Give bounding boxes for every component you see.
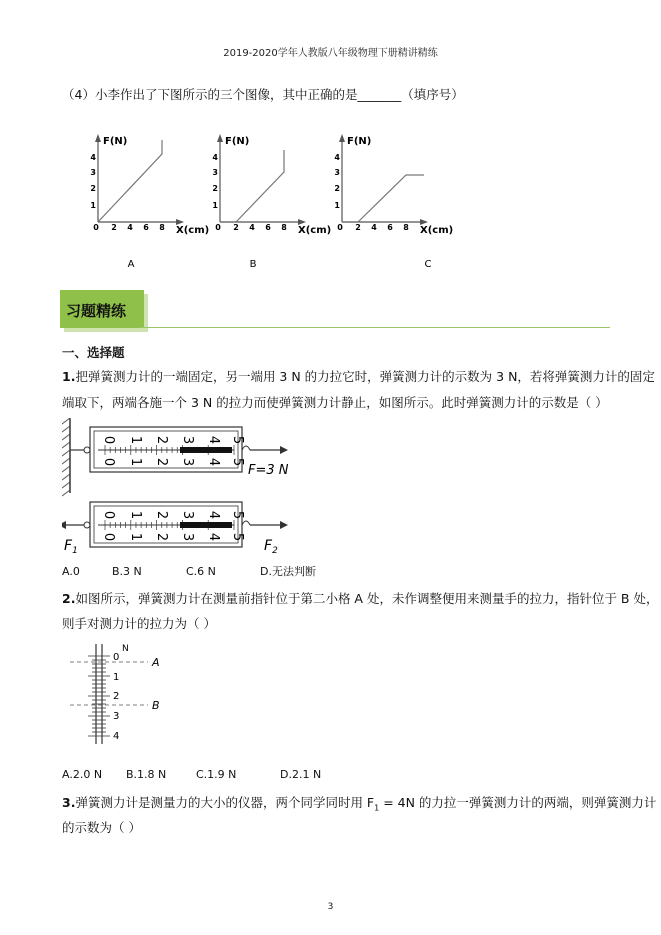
force-label: F=3 N xyxy=(248,463,289,478)
q3-number: 3. xyxy=(62,795,76,810)
graph-b-ytick: 3 xyxy=(212,168,218,177)
graph-b-line xyxy=(236,150,284,222)
graph-b-ytick: 4 xyxy=(212,153,218,162)
q2-option-a[interactable]: A.2.0 N xyxy=(62,768,103,781)
graph-b-xtick: 0 xyxy=(215,223,221,232)
graph-c-line xyxy=(358,175,424,222)
top-scale-num: 4 xyxy=(206,457,221,467)
bottom-scale-num: 0 xyxy=(101,532,116,542)
graph-a-ytick: 4 xyxy=(90,153,96,162)
part-title: 一、选择题 xyxy=(62,345,125,360)
graph-c-caption: C xyxy=(424,259,432,270)
graph-c-xtick: 0 xyxy=(337,223,343,232)
section-divider xyxy=(140,327,610,328)
q1-option-a[interactable]: A.0 xyxy=(62,565,80,578)
q1-option-c[interactable]: C.6 N xyxy=(186,565,216,578)
graph-a-line xyxy=(98,140,162,222)
graph-a-ytick: 2 xyxy=(90,184,96,193)
q3-text-pre: 弹簧测力计是测量力的大小的仪器，两个同学同时用 F xyxy=(75,795,375,810)
graph-a-xtick: 8 xyxy=(159,223,165,232)
bottom-scale-num: 4 xyxy=(206,532,221,542)
graph-c xyxy=(334,134,453,270)
graph-c-ytick: 4 xyxy=(334,153,340,162)
bottom-scale-num: 5 xyxy=(230,532,245,542)
q2-unit: N xyxy=(122,644,129,654)
q2-tick-label: 0 xyxy=(113,652,120,663)
section-badge xyxy=(60,290,144,328)
graph-c-y-label: F(N) xyxy=(347,136,372,147)
q2-tick-label: 4 xyxy=(113,731,120,742)
q1-figure xyxy=(62,418,302,558)
graph-b-y-label: F(N) xyxy=(225,136,250,147)
graph-c-ytick: 1 xyxy=(334,201,340,210)
bottom-scale-num: 5 xyxy=(230,510,245,520)
marker-a: A xyxy=(152,656,160,669)
graph-c-xtick: 6 xyxy=(387,223,393,232)
f2-label: $F_2$ xyxy=(264,538,278,556)
q3-text-post: = 4N 的力拉一弹簧测力计的两端，则弹簧测力计 xyxy=(379,795,657,810)
graph-c-x-label: X(cm) xyxy=(420,225,454,236)
graph-a-ytick: 1 xyxy=(90,201,96,210)
q4-graphs xyxy=(80,130,500,275)
graph-b-ytick: 1 xyxy=(212,201,218,210)
bottom-scale-num: 2 xyxy=(154,532,169,542)
top-scale-num: 0 xyxy=(101,435,116,445)
graph-a-x-label: X(cm) xyxy=(176,225,210,236)
q1-line1 xyxy=(62,370,655,384)
spring-scale-top xyxy=(70,427,289,478)
top-scale-num: 5 xyxy=(230,435,245,445)
graph-a xyxy=(90,134,209,270)
top-scale-num: 5 xyxy=(230,457,245,467)
graph-b-xtick: 2 xyxy=(233,223,239,232)
q1-option-d[interactable]: D.无法判断 xyxy=(260,565,316,578)
q2-scale-ticks xyxy=(88,656,110,736)
graph-c-xtick: 2 xyxy=(355,223,361,232)
top-scale-num: 0 xyxy=(101,457,116,467)
graph-a-y-label: F(N) xyxy=(103,136,128,147)
graph-c-xtick: 4 xyxy=(371,223,377,232)
bottom-scale-num: 4 xyxy=(206,510,221,520)
top-scale-num: 3 xyxy=(180,457,195,467)
top-scale-num: 2 xyxy=(154,435,169,445)
q2-option-d[interactable]: D.2.1 N xyxy=(280,768,322,781)
graph-a-ytick: 3 xyxy=(90,168,96,177)
graph-b-x-label: X(cm) xyxy=(298,225,332,236)
graph-a-xtick: 6 xyxy=(143,223,149,232)
graph-b-xtick: 4 xyxy=(249,223,255,232)
graph-c-xtick: 8 xyxy=(403,223,409,232)
q2-option-c[interactable]: C.1.9 N xyxy=(196,768,237,781)
q3-subscript: 1 xyxy=(374,803,380,813)
f1-label: $F_1$ xyxy=(64,538,78,556)
top-scale-num: 1 xyxy=(128,435,143,445)
q2-tick-label: 1 xyxy=(113,672,120,683)
q1-line2: 端取下，两端各施一个 3 N 的拉力而使弹簧测力计静止，如图所示。此时弹簧测力计的示数是（ ） xyxy=(62,395,608,410)
q2-option-b[interactable]: B.1.8 N xyxy=(126,768,167,781)
q3-line2: 的示数为（ ） xyxy=(62,820,141,835)
wall-icon xyxy=(62,418,70,496)
bottom-scale-num: 3 xyxy=(180,510,195,520)
q4-text: （4）小李作出了下图所示的三个图像，其中正确的是_______（填序号） xyxy=(62,87,464,102)
graph-a-xtick: 2 xyxy=(111,223,117,232)
q2-figure xyxy=(70,640,180,750)
bottom-scale-num: 0 xyxy=(101,510,116,520)
q1-number: 1. xyxy=(62,369,76,384)
q2-line1 xyxy=(62,592,658,606)
top-scale-num: 3 xyxy=(180,435,195,445)
page-number: 3 xyxy=(327,902,334,912)
graph-c-ytick: 2 xyxy=(334,184,340,193)
graph-b-ytick: 2 xyxy=(212,184,218,193)
spring-scale-bottom xyxy=(62,502,288,556)
graph-a-caption: A xyxy=(127,259,135,270)
q3-line1 xyxy=(62,796,656,816)
marker-b: B xyxy=(152,699,160,712)
bottom-scale-num: 1 xyxy=(128,510,143,520)
graph-b-xtick: 6 xyxy=(265,223,271,232)
q2-line2: 则手对测力计的拉力为（ ） xyxy=(62,616,216,631)
section-title: 习题精练 xyxy=(66,302,127,320)
bottom-scale-num: 3 xyxy=(180,532,195,542)
page-header: 2019-2020学年人教版八年级物理下册精讲精练 xyxy=(223,48,438,59)
graph-b-xtick: 8 xyxy=(281,223,287,232)
bottom-scale-num: 1 xyxy=(128,532,143,542)
q1-text-1: 把弹簧测力计的一端固定，另一端用 3 N 的力拉它时，弹簧测力计的示数为 3 N，若将弹簧测力计的固定 xyxy=(75,369,655,384)
graph-b xyxy=(212,134,331,270)
top-scale-num: 1 xyxy=(128,457,143,467)
q2-tick-label: 3 xyxy=(113,711,120,722)
graph-c-ytick: 3 xyxy=(334,168,340,177)
graph-b-caption: B xyxy=(249,259,257,270)
q2-text-1: 如图所示，弹簧测力计在测量前指针位于第二小格 A 处，未作调整便用来测量手的拉力，指针位于 B 处， xyxy=(75,591,659,606)
top-scale-num: 4 xyxy=(206,435,221,445)
q1-option-b[interactable]: B.3 N xyxy=(112,565,142,578)
top-scale-num: 2 xyxy=(154,457,169,467)
q2-number: 2. xyxy=(62,591,76,606)
graph-a-xtick: 4 xyxy=(127,223,133,232)
graph-a-xtick: 0 xyxy=(93,223,99,232)
q2-tick-label: 2 xyxy=(113,691,120,702)
bottom-scale-num: 2 xyxy=(154,510,169,520)
